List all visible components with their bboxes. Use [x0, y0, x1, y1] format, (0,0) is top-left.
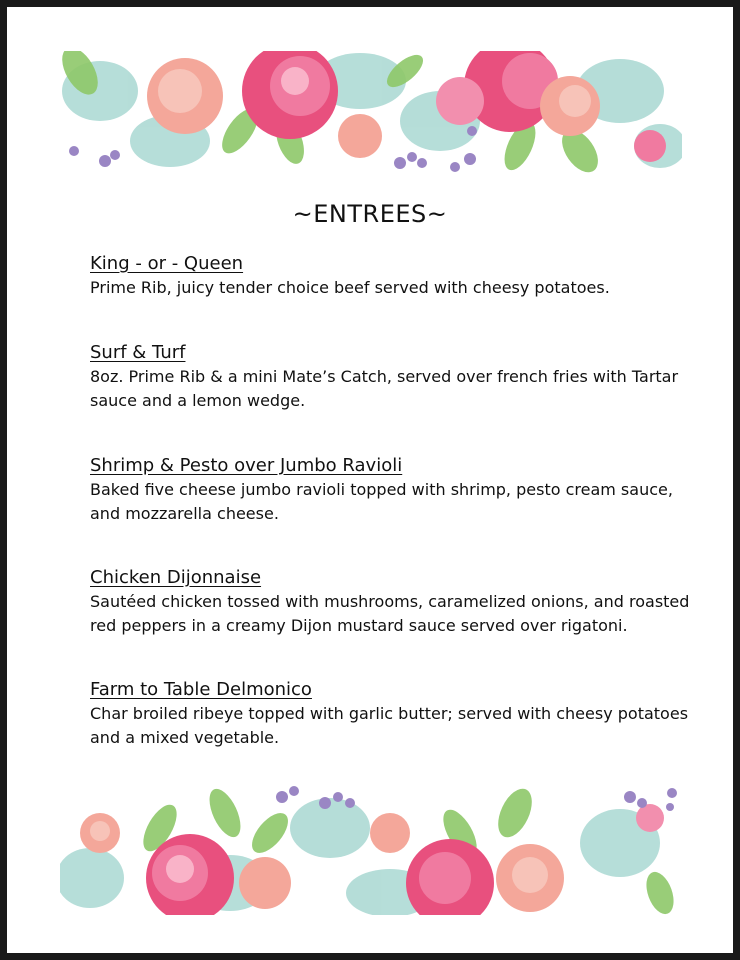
- menu-item: [90, 454, 700, 526]
- menu-item-description: Sautéed chicken tossed with mushrooms, caramelized onions, and roasted red peppers in a creamy Dijon mustard sauce served over rigatoni.: [90, 592, 690, 635]
- menu-item: [90, 566, 700, 638]
- menu-item: [90, 678, 700, 750]
- menu-item-name: Chicken Dijonnaise: [90, 567, 262, 588]
- menu-item-description: Char broiled ribeye topped with garlic butter; served with cheesy potatoes and a mixed vegetable.: [90, 704, 689, 747]
- menu-item-name: Surf & Turf: [90, 342, 186, 363]
- floral-border-top: [60, 51, 682, 179]
- menu-item: [90, 341, 700, 413]
- menu-item-description: Baked five cheese jumbo ravioli topped with shrimp, pesto cream sauce, and mozzarella cheese.: [90, 480, 673, 523]
- menu-item-name: Shrimp & Pesto over Jumbo Ravioli: [90, 455, 403, 476]
- menu-item-name: King - or - Queen: [90, 253, 244, 274]
- menu-section-title: ~ENTREES~: [292, 200, 448, 228]
- floral-border-bottom: [60, 783, 682, 915]
- menu-item-description: 8oz. Prime Rib & a mini Mate’s Catch, served over french fries with Tartar sauce and a lemon wedge.: [90, 367, 679, 410]
- menu-item: [90, 252, 700, 300]
- menu-page: [7, 7, 733, 953]
- menu-item-description: Prime Rib, juicy tender choice beef served with cheesy potatoes.: [90, 278, 610, 297]
- menu-item-name: Farm to Table Delmonico: [90, 679, 312, 700]
